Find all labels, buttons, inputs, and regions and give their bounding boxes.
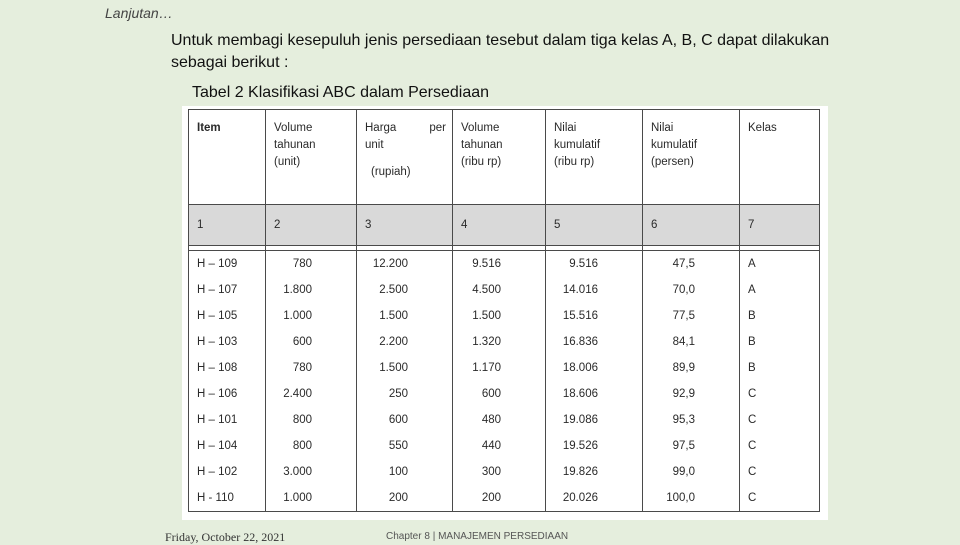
table-cell: 1.500 <box>357 355 453 381</box>
table-cell: 300 <box>453 459 546 485</box>
table-cell: 440 <box>453 433 546 459</box>
header-kumulatif-ribu: Nilai kumulatif (ribu rp) <box>546 110 643 205</box>
table-cell: 1.000 <box>266 485 357 512</box>
table-cell: H – 108 <box>189 355 266 381</box>
table-cell: 16.836 <box>546 329 643 355</box>
header-volume-unit: Volume tahunan (unit) <box>266 110 357 205</box>
table-cell: H – 105 <box>189 303 266 329</box>
table-caption: Tabel 2 Klasifikasi ABC dalam Persediaan <box>192 84 490 101</box>
table-header-row <box>189 110 820 205</box>
table-row <box>189 485 820 512</box>
table-row <box>189 329 820 355</box>
column-number-row <box>189 205 820 246</box>
header-volume-ribu: Volume tahunan (ribu rp) <box>453 110 546 205</box>
table-cell: H - 110 <box>189 485 266 512</box>
table-cell: B <box>740 329 820 355</box>
table-cell: H – 109 <box>189 251 266 278</box>
table-cell: 200 <box>453 485 546 512</box>
table-cell: 18.006 <box>546 355 643 381</box>
table-cell: C <box>740 381 820 407</box>
table-cell: A <box>740 251 820 278</box>
table-cell: B <box>740 355 820 381</box>
table-cell: 780 <box>266 355 357 381</box>
column-number: 5 <box>546 205 643 246</box>
intro-paragraph: Untuk membagi kesepuluh jenis persediaan tesebut dalam tiga kelas A, B, C dapat dilakukan sebagai berikut : <box>171 32 830 71</box>
table-cell: 600 <box>357 407 453 433</box>
table-cell: 95,3 <box>643 407 740 433</box>
table-cell: 84,1 <box>643 329 740 355</box>
table-cell: H – 104 <box>189 433 266 459</box>
table-cell: H – 101 <box>189 407 266 433</box>
table-cell: 97,5 <box>643 433 740 459</box>
table-cell: 200 <box>357 485 453 512</box>
table-cell: 4.500 <box>453 277 546 303</box>
table-cell: 800 <box>266 433 357 459</box>
table-image-frame <box>182 106 828 520</box>
table-cell: 19.526 <box>546 433 643 459</box>
table-cell: 89,9 <box>643 355 740 381</box>
table-cell: 99,0 <box>643 459 740 485</box>
table-cell: 47,5 <box>643 251 740 278</box>
table-cell: 19.086 <box>546 407 643 433</box>
table-cell: C <box>740 433 820 459</box>
table-row <box>189 277 820 303</box>
header-kelas: Kelas <box>740 110 820 205</box>
table-cell: 1.500 <box>357 303 453 329</box>
table-row <box>189 381 820 407</box>
table-cell: H – 102 <box>189 459 266 485</box>
table-cell: 19.826 <box>546 459 643 485</box>
table-cell: 550 <box>357 433 453 459</box>
table-cell: 20.026 <box>546 485 643 512</box>
abc-classification-table <box>188 109 820 512</box>
table-cell: 1.500 <box>453 303 546 329</box>
table-row <box>189 407 820 433</box>
table-cell: 9.516 <box>453 251 546 278</box>
column-number: 6 <box>643 205 740 246</box>
table-cell: 1.320 <box>453 329 546 355</box>
table-cell: 480 <box>453 407 546 433</box>
table-cell: 18.606 <box>546 381 643 407</box>
table-cell: 1.800 <box>266 277 357 303</box>
table-cell: 250 <box>357 381 453 407</box>
footer-date: Friday, October 22, 2021 <box>165 530 286 544</box>
table-cell: 1.000 <box>266 303 357 329</box>
table-row <box>189 459 820 485</box>
table-cell: 800 <box>266 407 357 433</box>
table-cell: C <box>740 485 820 512</box>
table-cell: H – 103 <box>189 329 266 355</box>
table-cell: 12.200 <box>357 251 453 278</box>
column-number: 7 <box>740 205 820 246</box>
table-cell: H – 107 <box>189 277 266 303</box>
header-kumulatif-persen: Nilai kumulatif (persen) <box>643 110 740 205</box>
table-cell: 100,0 <box>643 485 740 512</box>
table-cell: B <box>740 303 820 329</box>
table-row <box>189 433 820 459</box>
header-harga-per-unit: Harga per unit (rupiah) <box>357 110 453 205</box>
table-cell: 600 <box>266 329 357 355</box>
table-cell: 600 <box>453 381 546 407</box>
table-cell: A <box>740 277 820 303</box>
table-cell: C <box>740 459 820 485</box>
header-item: Item <box>189 110 266 205</box>
table-row <box>189 251 820 278</box>
footer-chapter: Chapter 8 | MANAJEMEN PERSEDIAAN <box>386 531 569 542</box>
column-number: 4 <box>453 205 546 246</box>
table-cell: 77,5 <box>643 303 740 329</box>
continued-label: Lanjutan… <box>105 5 173 21</box>
table-cell: 70,0 <box>643 277 740 303</box>
table-cell: C <box>740 407 820 433</box>
table-body <box>189 246 820 512</box>
table-cell: 9.516 <box>546 251 643 278</box>
table-cell: H – 106 <box>189 381 266 407</box>
table-cell: 3.000 <box>266 459 357 485</box>
table-cell: 14.016 <box>546 277 643 303</box>
table-cell: 1.170 <box>453 355 546 381</box>
table-cell: 2.400 <box>266 381 357 407</box>
table-cell: 780 <box>266 251 357 278</box>
table-cell: 2.200 <box>357 329 453 355</box>
column-number: 2 <box>266 205 357 246</box>
table-row <box>189 355 820 381</box>
table-cell: 2.500 <box>357 277 453 303</box>
column-number: 3 <box>357 205 453 246</box>
table-cell: 92,9 <box>643 381 740 407</box>
table-cell: 15.516 <box>546 303 643 329</box>
table-row <box>189 303 820 329</box>
table-cell: 100 <box>357 459 453 485</box>
column-number: 1 <box>189 205 266 246</box>
